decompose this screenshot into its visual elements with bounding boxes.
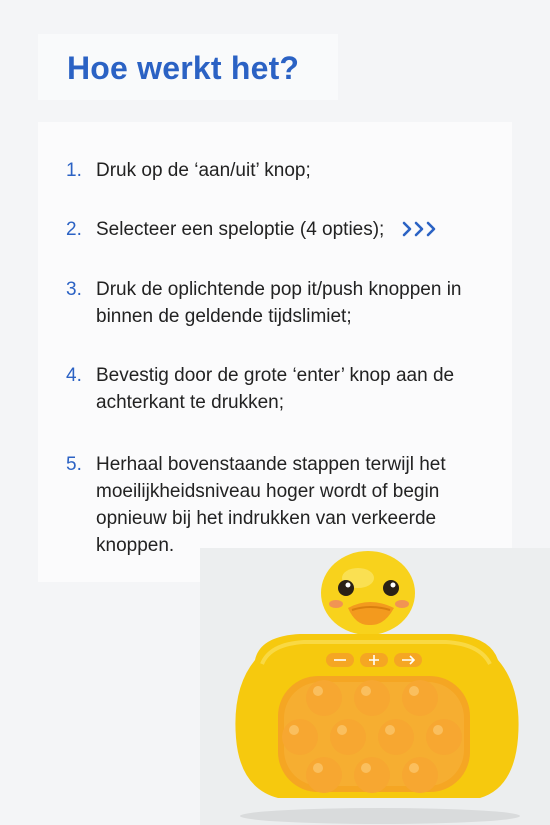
step-number: 4. (66, 365, 82, 386)
step-4 (66, 362, 506, 416)
step-number: 5. (66, 454, 82, 475)
step-text: Druk op de ‘aan/uit’ knop; (96, 160, 311, 181)
step-text: Bevestig door de grote ‘enter’ knop aan de achterkant te drukken; (96, 365, 455, 413)
step-text: Druk de oplichtende pop it/push knoppen in binnen de geldende tijdslimiet; (96, 279, 462, 327)
page-title: Hoe werkt het? (67, 50, 300, 86)
step-3 (66, 276, 506, 330)
step-number: 3. (66, 279, 82, 300)
step-2 (66, 216, 506, 245)
product-image (200, 548, 550, 825)
step-text: Selecteer een speloptie (4 opties); (96, 219, 385, 240)
duck-pop-it-console-illustration (200, 548, 550, 825)
step-5 (66, 451, 506, 559)
chevron-triple-right-icon (402, 218, 442, 245)
step-text: Herhaal bovenstaande stappen terwijl het moeilijkheidsniveau hoger wordt of begin opnieuw bij het indrukken van verkeerde knoppen. (96, 454, 446, 556)
step-text-wrap (96, 216, 442, 245)
step-1 (66, 157, 506, 184)
step-number: 1. (66, 160, 82, 181)
step-number: 2. (66, 219, 82, 240)
